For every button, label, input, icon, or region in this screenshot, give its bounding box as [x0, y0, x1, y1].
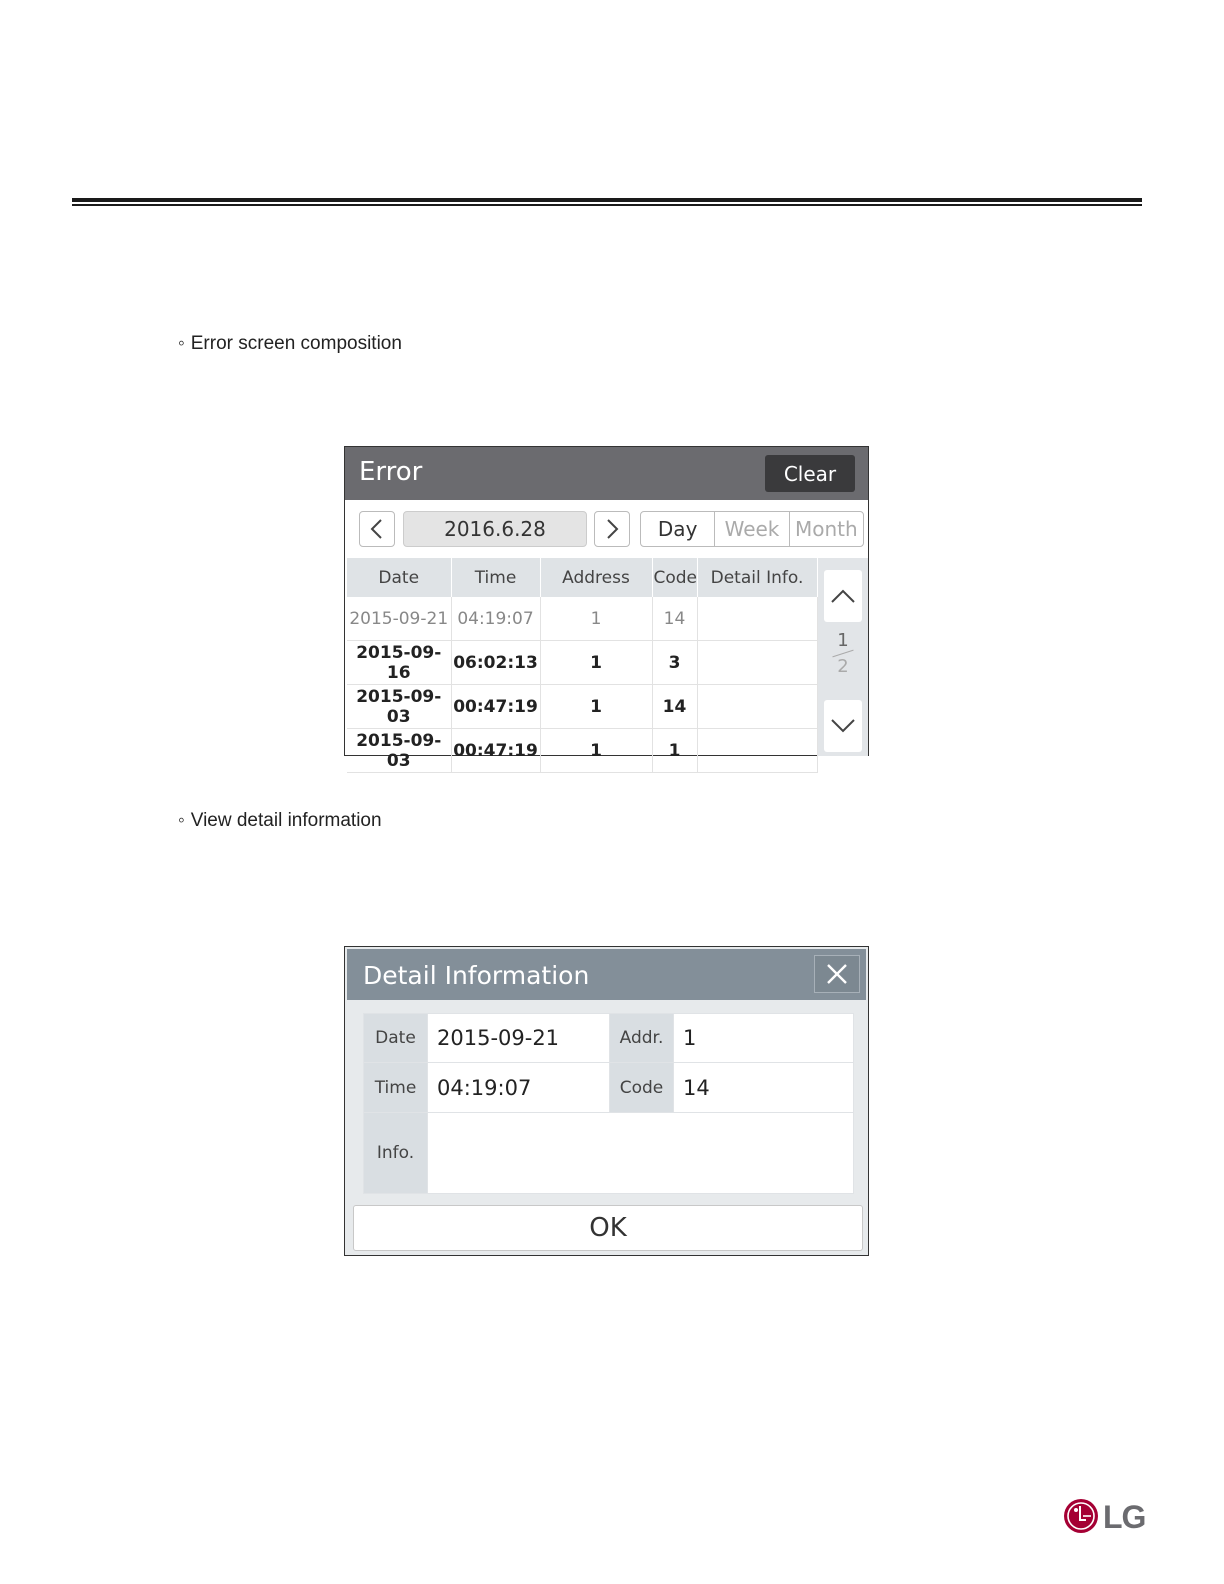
cell-time: 04:19:07 — [451, 597, 540, 641]
cell-time: 00:47:19 — [451, 685, 540, 729]
table-header-row — [347, 558, 817, 597]
column-header-detail: Detail Info. — [697, 558, 817, 597]
cell-address: 1 — [540, 641, 652, 685]
scroll-down-button[interactable] — [824, 700, 862, 752]
chevron-right-icon — [604, 518, 620, 540]
bullet-icon: ◦ — [178, 810, 185, 831]
cell-detail[interactable] — [697, 729, 817, 773]
cell-detail[interactable] — [697, 641, 817, 685]
lg-face-icon — [1063, 1498, 1099, 1534]
tab-month[interactable]: Month — [789, 512, 863, 546]
chevron-left-icon — [369, 518, 385, 540]
cell-date: 2015-09-21 — [347, 597, 451, 641]
page-indicator — [818, 630, 868, 677]
column-header-date: Date — [347, 558, 451, 597]
cell-address: 1 — [540, 597, 652, 641]
detail-header — [347, 949, 866, 1000]
detail-dialog — [344, 946, 869, 1256]
value-code: 14 — [674, 1063, 854, 1113]
value-date: 2015-09-21 — [428, 1014, 610, 1063]
cell-date: 2015-09-03 — [347, 685, 451, 729]
chevron-down-icon — [830, 718, 856, 734]
error-screen — [344, 446, 869, 771]
page-total: 2 — [837, 656, 849, 677]
cell-date: 2015-09-03 — [347, 729, 451, 773]
cell-time: 00:47:19 — [451, 729, 540, 773]
cell-time: 06:02:13 — [451, 641, 540, 685]
scroll-up-button[interactable] — [824, 570, 862, 622]
scroll-panel — [818, 558, 868, 756]
period-selector — [640, 511, 864, 547]
table-row[interactable] — [347, 685, 817, 729]
label-date: Date — [364, 1014, 428, 1063]
value-addr: 1 — [674, 1014, 854, 1063]
column-header-address: Address — [540, 558, 652, 597]
detail-row — [364, 1113, 854, 1194]
prev-date-button[interactable] — [359, 511, 395, 547]
cell-date: 2015-09-16 — [347, 641, 451, 685]
value-info — [428, 1113, 854, 1194]
date-display: 2016.6.28 — [403, 511, 587, 547]
column-header-code: Code — [652, 558, 697, 597]
error-table — [347, 558, 818, 773]
header-rule-thick — [72, 198, 1142, 202]
cell-code: 14 — [652, 685, 697, 729]
label-addr: Addr. — [610, 1014, 674, 1063]
table-row[interactable] — [347, 641, 817, 685]
page-current: 1 — [837, 630, 849, 651]
cell-address: 1 — [540, 685, 652, 729]
close-icon — [825, 962, 849, 986]
detail-table — [363, 1013, 854, 1194]
chevron-up-icon — [830, 588, 856, 604]
cell-code: 1 — [652, 729, 697, 773]
cell-detail[interactable] — [697, 685, 817, 729]
cell-code: 14 — [652, 597, 697, 641]
error-header — [345, 447, 868, 500]
cell-code: 3 — [652, 641, 697, 685]
table-row[interactable] — [347, 729, 817, 773]
section-label-view-detail: ◦ View detail information — [178, 810, 382, 831]
column-header-time: Time — [451, 558, 540, 597]
next-date-button[interactable] — [594, 511, 630, 547]
lg-logo — [1063, 1497, 1146, 1537]
cell-detail[interactable] — [697, 597, 817, 641]
clear-button[interactable]: Clear — [765, 455, 855, 492]
section-label-error-composition: ◦ Error screen composition — [178, 333, 402, 354]
label-code: Code — [610, 1063, 674, 1113]
label-info: Info. — [364, 1113, 428, 1194]
table-row[interactable] — [347, 597, 817, 641]
value-time: 04:19:07 — [428, 1063, 610, 1113]
lg-logo-text: LG — [1103, 1499, 1146, 1535]
tab-week[interactable]: Week — [714, 512, 788, 546]
detail-title: Detail Information — [363, 961, 590, 990]
detail-row — [364, 1014, 854, 1063]
header-rule-thin — [72, 204, 1142, 206]
cell-address: 1 — [540, 729, 652, 773]
detail-row — [364, 1063, 854, 1113]
tab-day[interactable]: Day — [657, 517, 698, 541]
label-time: Time — [364, 1063, 428, 1113]
ok-button[interactable]: OK — [353, 1205, 863, 1251]
close-button[interactable] — [814, 955, 860, 993]
bullet-icon: ◦ — [178, 333, 185, 354]
error-title: Error — [359, 457, 423, 487]
